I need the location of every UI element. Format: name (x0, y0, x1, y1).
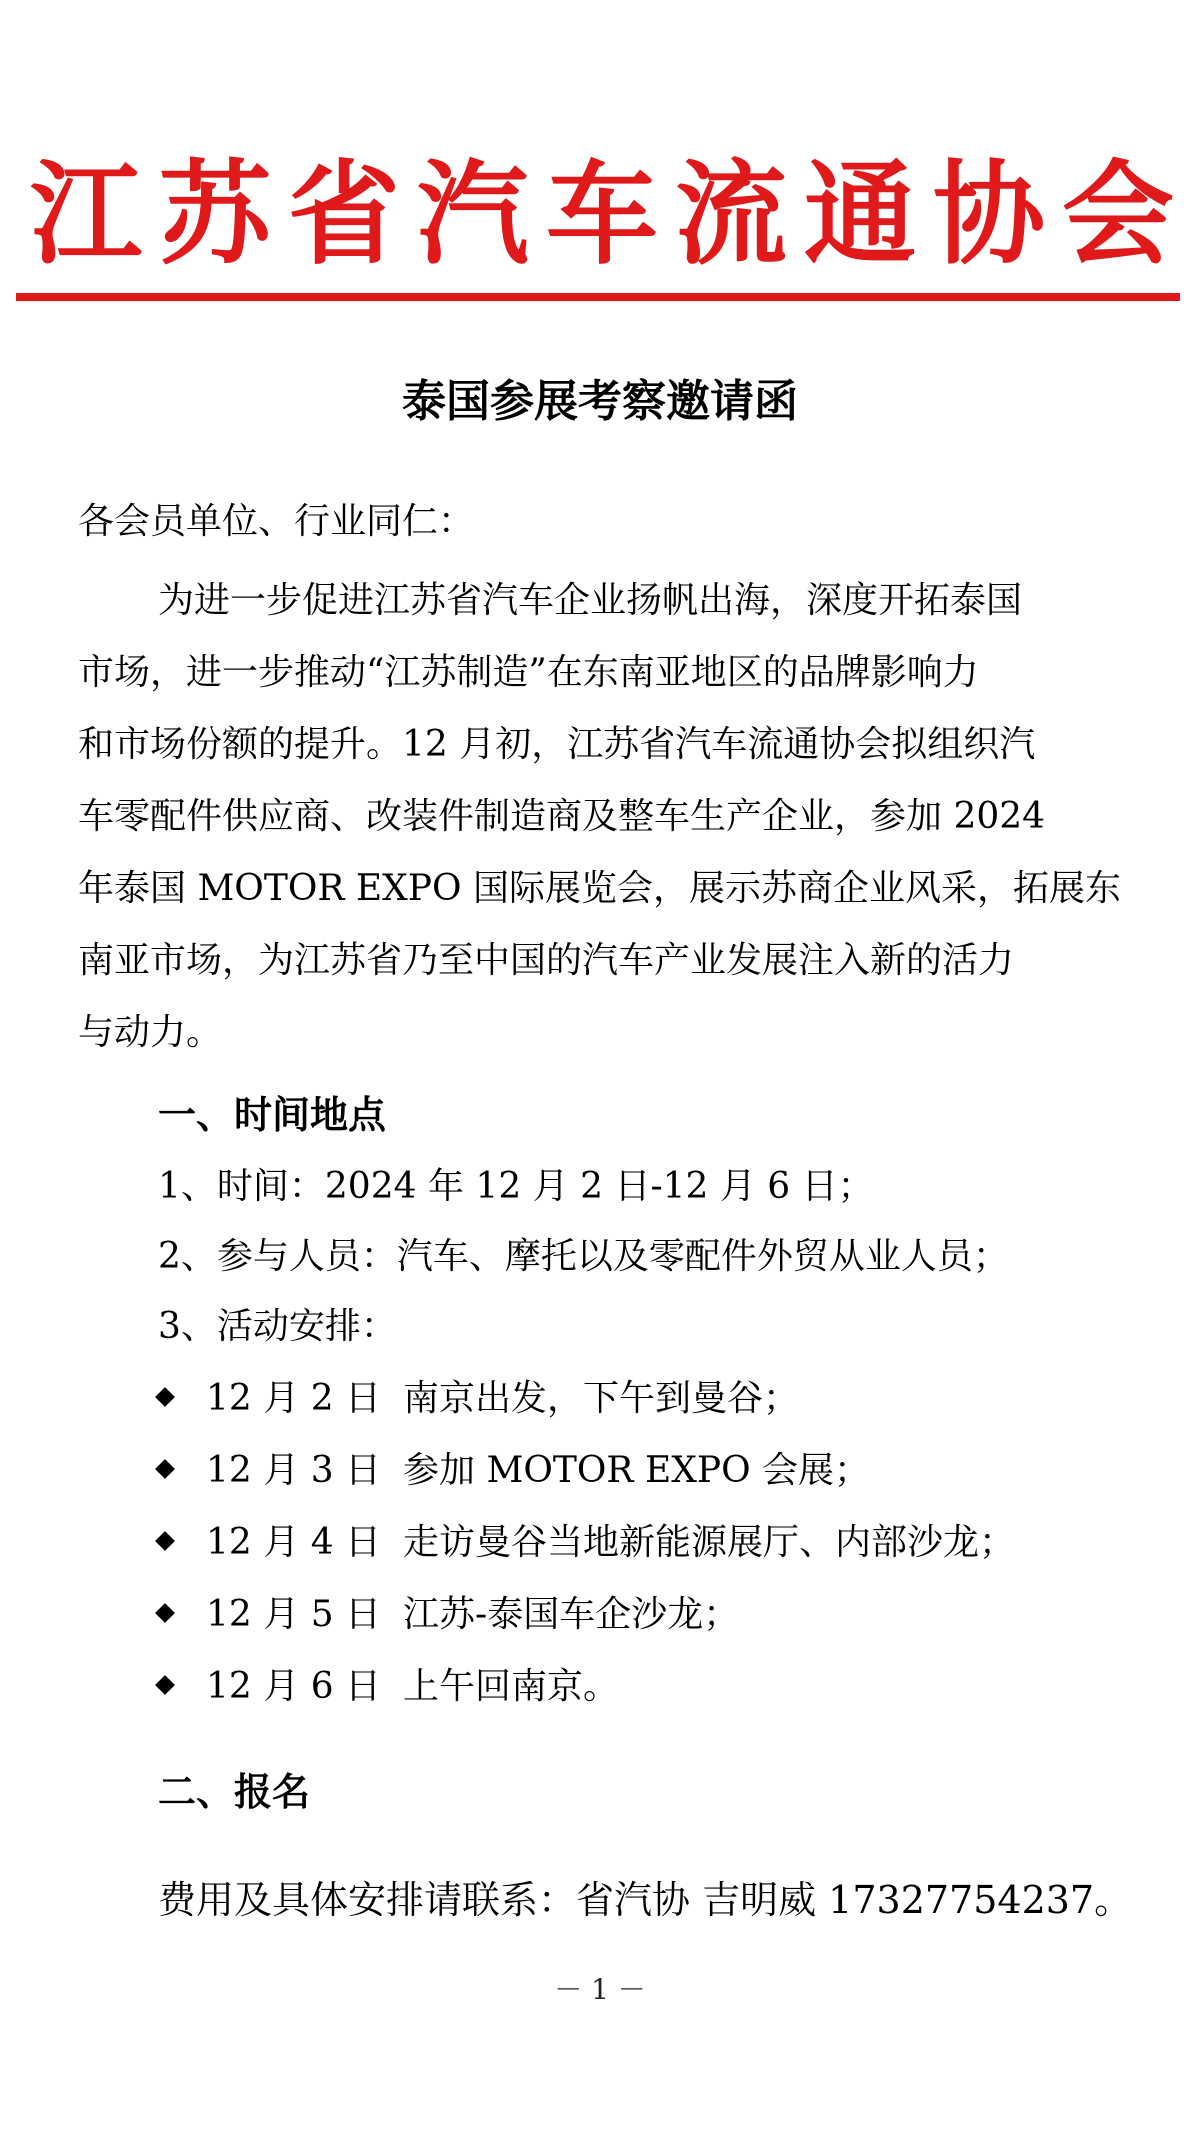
document-title: 泰国参展考察邀请函 (402, 376, 798, 427)
schedule-date: 12 月 2 日 (206, 1378, 382, 1419)
diamond-bullet-icon (155, 1459, 175, 1479)
schedule-item (158, 1372, 799, 1426)
schedule-date: 12 月 4 日 (206, 1522, 382, 1563)
contact-info: 费用及具体安排请联系：省汽协 吉明威 17327754237。 (158, 1878, 1133, 1922)
diamond-bullet-icon (155, 1387, 175, 1407)
schedule-item (158, 1516, 1015, 1570)
list-item-participants: 2、参与人员：汽车、摩托以及零配件外贸从业人员； (158, 1236, 1009, 1277)
schedule-activity: 走访曼谷当地新能源展厅、内部沙龙； (403, 1522, 1016, 1563)
letterhead-char: 省 (288, 149, 400, 280)
letterhead-org-name (22, 150, 1182, 280)
letterhead-char: 会 (1062, 149, 1174, 280)
paragraph-line: 市场，进一步推动“江苏制造”在东南亚地区的品牌影响力 (78, 652, 979, 693)
paragraph-line: 为进一步促进江苏省汽车企业扬帆出海，深度开拓泰国 (158, 580, 1023, 621)
section-heading-registration: 二、报名 (158, 1770, 311, 1814)
page-number: － 1 － (554, 1973, 646, 2006)
schedule-activity: 参加 MOTOR EXPO 会展； (403, 1450, 871, 1491)
diamond-bullet-icon (155, 1675, 175, 1695)
paragraph-line: 与动力。 (78, 1012, 223, 1053)
letterhead-char: 汽 (417, 149, 529, 280)
schedule-activity: 上午回南京。 (403, 1666, 620, 1707)
letterhead-char: 通 (804, 149, 916, 280)
letterhead-divider (16, 293, 1180, 301)
schedule-activity: 南京出发，下午到曼谷； (403, 1378, 800, 1419)
paragraph-line: 南亚市场，为江苏省乃至中国的汽车产业发展注入新的活力 (78, 940, 1015, 981)
diamond-bullet-icon (155, 1531, 175, 1551)
schedule-date: 12 月 5 日 (206, 1594, 382, 1635)
letterhead-char: 车 (546, 149, 658, 280)
letterhead-char: 流 (675, 149, 787, 280)
schedule-date: 12 月 3 日 (206, 1450, 382, 1491)
section-heading-time-place: 一、时间地点 (158, 1093, 387, 1137)
intro-paragraph (78, 565, 1130, 1069)
diamond-bullet-icon (155, 1603, 175, 1623)
list-item-time: 1、时间：2024 年 12 月 2 日-12 月 6 日； (158, 1166, 874, 1207)
paragraph-line: 年泰国 MOTOR EXPO 国际展览会，展示苏商企业风采，拓展东 (78, 868, 1121, 909)
schedule-item (158, 1660, 619, 1714)
paragraph-line: 车零配件供应商、改装件制造商及整车生产企业，参加 2024 (78, 796, 1046, 837)
list-item-schedule: 3、活动安排： (158, 1306, 397, 1347)
salutation: 各会员单位、行业同仁： (78, 501, 475, 542)
schedule-item (158, 1588, 739, 1642)
letterhead-char: 苏 (159, 149, 271, 280)
schedule-activity: 江苏-泰国车企沙龙； (403, 1594, 740, 1635)
schedule-date: 12 月 6 日 (206, 1666, 382, 1707)
letterhead-char: 协 (933, 149, 1045, 280)
schedule-item (158, 1444, 870, 1498)
letterhead-char: 江 (30, 149, 142, 280)
paragraph-line: 和市场份额的提升。12 月初，江苏省汽车流通协会拟组织汽 (78, 724, 1036, 765)
